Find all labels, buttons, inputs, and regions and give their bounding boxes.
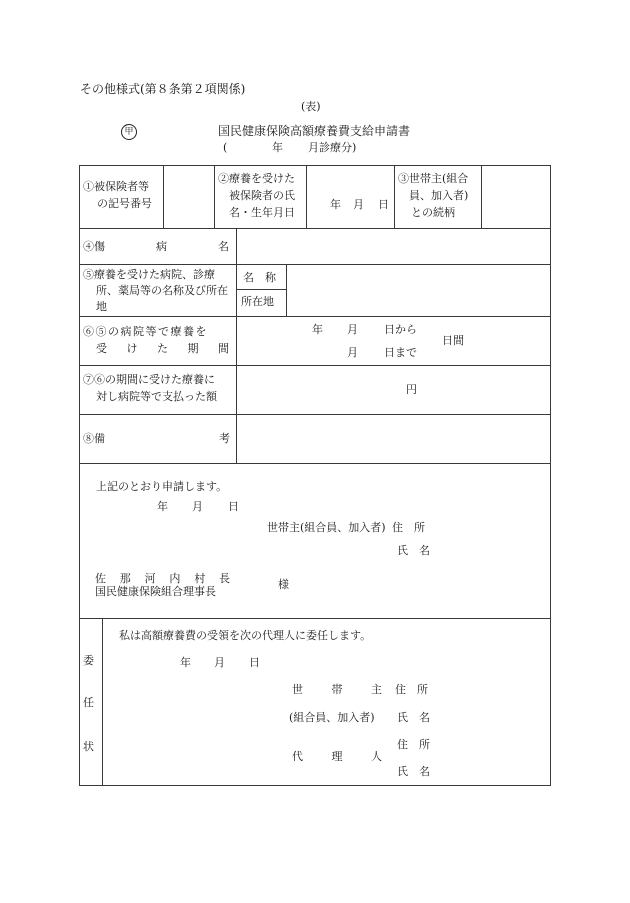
delegation-side-1: 委 — [83, 654, 94, 667]
delegation-month: 月 — [214, 656, 225, 669]
application-month: 月 — [192, 500, 203, 513]
remarks-label: ⑧備 — [83, 432, 105, 445]
union-chair-label: 国民健康保険組合理事長 — [95, 585, 216, 598]
delegation-year: 年 — [180, 656, 191, 669]
diagnosis-label-2: 病 — [156, 240, 167, 253]
address-label: 所在地 — [241, 295, 274, 308]
yen-unit: 円 — [406, 383, 417, 396]
name-label-2: 称 — [265, 271, 276, 284]
dob-month: 月 — [353, 198, 364, 211]
side-label: (表) — [301, 100, 321, 113]
hospital-label: ⑤療養を受けた病院、診療 — [83, 268, 215, 281]
dob-year: 年 — [330, 198, 341, 211]
agent-label: 代 理 人 — [292, 750, 382, 763]
to-day: 日まで — [384, 346, 417, 359]
relation-label-3: との続柄 — [411, 206, 455, 219]
agent-name-label: 氏 名 — [397, 765, 430, 778]
period-label: ⑥⑤の病院等で療養を — [83, 325, 208, 338]
remarks-label-2: 考 — [219, 432, 230, 445]
period-year: 年 — [272, 141, 283, 154]
period-month: 月診療分) — [308, 141, 357, 154]
members-label: (組合員、加入者) — [289, 711, 375, 724]
insured-number-label: ①被保険者等 — [83, 180, 149, 193]
delegation-statement: 私は高額療養費の受領を次の代理人に委任します。 — [119, 629, 372, 642]
householder-name-label: 氏 名 — [397, 711, 430, 724]
application-statement: 上記のとおり申請します。 — [96, 480, 228, 493]
period-label-2: 受 け た 期 間 — [96, 342, 229, 355]
from-day: 日から — [384, 323, 417, 336]
dob-day: 日 — [378, 198, 389, 211]
diagnosis-label: ④傷 — [83, 240, 105, 253]
amount-paid-label: ⑦⑥の期間に受けた療養に — [83, 373, 215, 386]
householder-label: 世 帯 主 — [292, 683, 382, 696]
honorific-sama: 様 — [278, 578, 289, 591]
delegation-side-2: 任 — [83, 696, 94, 709]
delegation-day: 日 — [249, 656, 260, 669]
householder-address-label: 住 所 — [395, 683, 428, 696]
to-month: 月 — [347, 346, 358, 359]
period-open: ( — [223, 141, 228, 154]
form-reference: その他様式(第８条第２項関係) — [80, 82, 246, 96]
days-label: 日間 — [442, 334, 464, 347]
agent-address-label: 住 所 — [397, 738, 430, 751]
relation-label: ③世帯主(組合 — [398, 172, 469, 185]
seal-mark: 甲 — [121, 124, 137, 140]
patient-label-3: 名・生年月日 — [229, 206, 295, 219]
delegation-side-3: 状 — [83, 740, 94, 753]
applicant-label: 世帯主(組合員、加入者) — [267, 521, 386, 534]
from-year: 年 — [312, 323, 323, 336]
applicant-address-label: 住 所 — [392, 521, 425, 534]
insured-number-label-2: の記号番号 — [97, 197, 152, 210]
diagnosis-label-3: 名 — [218, 240, 229, 253]
applicant-name-label: 氏 名 — [397, 544, 430, 557]
from-month: 月 — [347, 323, 358, 336]
village-head-label: 佐 那 河 内 村 長 — [95, 572, 230, 585]
patient-label: ②療養を受けた — [218, 172, 295, 185]
hospital-label-3: 地 — [96, 300, 107, 313]
relation-label-2: 員、加入者) — [409, 189, 469, 202]
form-title: 国民健康保険高額療養費支給申請書 — [218, 124, 411, 138]
application-year: 年 — [157, 500, 168, 513]
application-day: 日 — [228, 500, 239, 513]
hospital-label-2: 所、薬局等の名称及び所在 — [96, 284, 228, 297]
amount-paid-label-2: 対し病院等で支払った額 — [96, 390, 217, 403]
name-label: 名 — [243, 271, 254, 284]
patient-label-2: 被保険者の氏 — [229, 189, 295, 202]
